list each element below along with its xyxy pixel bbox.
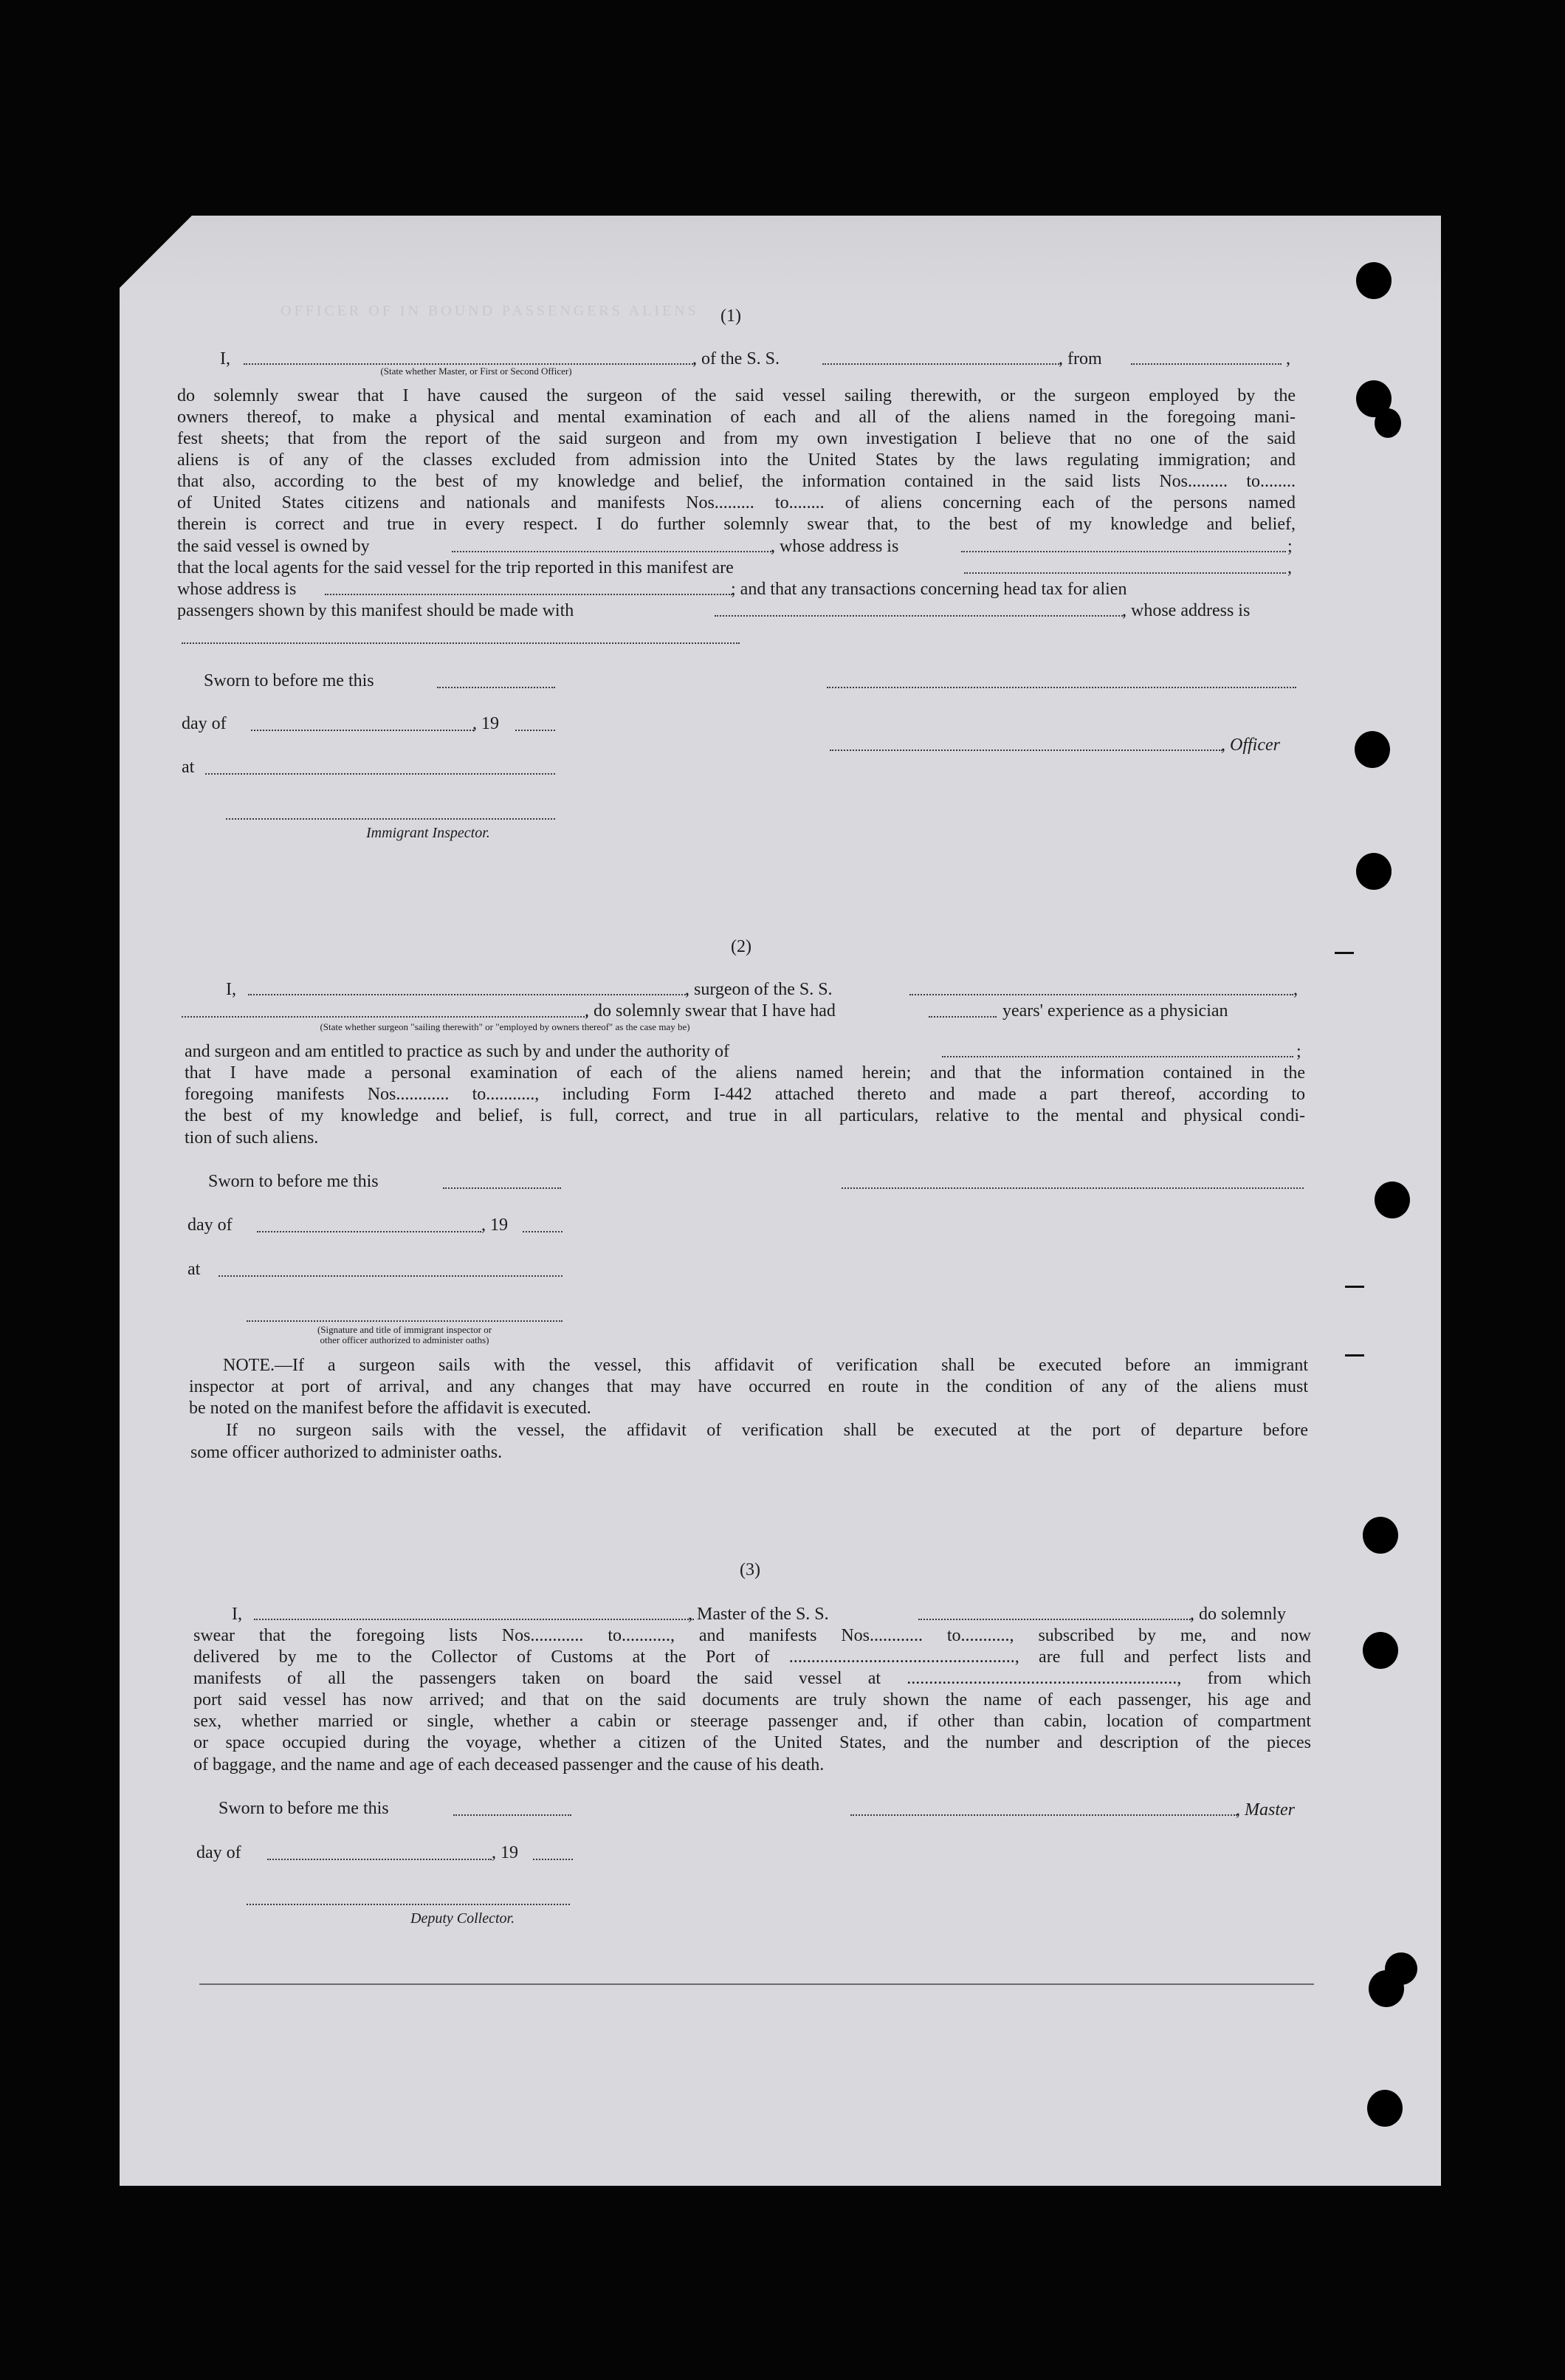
binder-hole (1363, 1517, 1398, 1554)
s2-status-field (182, 1016, 588, 1018)
s1-year: , 19 (472, 714, 499, 733)
s1-from-field (1131, 363, 1282, 365)
s3-day-field (267, 1859, 492, 1860)
s1-agents: that the local agents for the said vessel for the trip reported in this manifest are (177, 558, 734, 577)
s1-owner-field (452, 551, 774, 552)
s1-at: at (182, 758, 195, 777)
binder-hole (1385, 1952, 1417, 1985)
s3-collector: Deputy Collector. (410, 1910, 515, 1927)
s1-owned-end: ; (1287, 537, 1293, 556)
s1-para-1: owners thereof, to make a physical and mental examination of each and all of the aliens named in the foregoing mani- (177, 408, 1296, 427)
s2-name-field (248, 994, 688, 995)
s3-year-field (533, 1859, 573, 1860)
s1-inspector-signature (226, 818, 555, 820)
s2-last-line: tion of such aliens. (185, 1128, 319, 1148)
s1-para-5: of United States citizens and nationals and manifests Nos......... to........ of aliens concerning each of the persons named (177, 493, 1296, 512)
s2-authority-field (942, 1056, 1293, 1057)
s1-of-ss: , of the S. S. (692, 349, 780, 368)
s1-owned-by: the said vessel is owned by (177, 537, 370, 556)
binder-hole (1356, 262, 1392, 299)
margin-tick (1345, 1286, 1364, 1288)
s2-years: years' experience as a physician (1002, 1001, 1228, 1021)
binder-hole (1367, 2090, 1403, 2127)
s1-officer-title-field (830, 750, 1222, 751)
s3-collector-signature (247, 1904, 570, 1905)
section-1-number: (1) (720, 306, 741, 326)
s3-vessel-field (918, 1619, 1193, 1620)
bottom-rule (199, 1983, 1314, 1985)
s2-note-1: inspector at port of arrival, and any changes that may have occurred en route in the condition of any of the aliens must (189, 1377, 1308, 1396)
s2-at: at (188, 1260, 201, 1279)
binder-hole (1355, 731, 1390, 768)
s2-note2-line1: If no surgeon sails with the vessel, the affidavit of verification shall be executed at the port of departure before (226, 1421, 1308, 1440)
s3-end: , do solemnly (1190, 1605, 1286, 1624)
s3-day-of: day of (196, 1843, 241, 1862)
s2-years-field (929, 1016, 997, 1018)
binder-hole (1363, 1632, 1398, 1669)
s1-para-3: aliens is of any of the classes excluded from admission into the United States by the laws regulating immigration; and (177, 450, 1296, 470)
s1-inspector: Immigrant Inspector. (366, 825, 490, 841)
s2-at-field (219, 1275, 563, 1277)
binder-hole (1356, 853, 1392, 890)
s3-master-signature (850, 1814, 1237, 1816)
s2-line2: , do solemnly swear that I have had (585, 1001, 836, 1021)
s1-passengers: passengers shown by this manifest should be made with (177, 601, 574, 620)
binder-hole (1375, 1182, 1410, 1218)
s2-note: (State whether surgeon "sailing therewith" or "employed by owners thereof" as the case may be) (320, 1021, 690, 1032)
s2-para-1: foregoing manifests Nos............ to..........., including Form I-442 attached thereto and made a part thereof, according to (185, 1085, 1305, 1104)
s3-para-2: manifests of all the passengers taken on board the said vessel at ............................................................., from which (193, 1669, 1311, 1688)
s1-owned-whose: , whose address is (771, 537, 899, 556)
s1-i: I, (220, 349, 230, 368)
s1-agents-address-field (325, 594, 732, 595)
s3-para-5: or space occupied during the voyage, whether a citizen of the United States, and the number and description of the pieces (193, 1733, 1311, 1752)
s3-year: , 19 (492, 1843, 518, 1862)
s2-end: , (1293, 980, 1298, 999)
s2-note-last: be noted on the manifest before the affidavit is executed. (189, 1399, 591, 1418)
s1-owner-address-field (961, 551, 1286, 552)
section-3-number: (3) (740, 1560, 760, 1580)
s1-day-of: day of (182, 714, 227, 733)
s1-head-tax: ; and that any transactions concerning head tax for alien (731, 580, 1127, 599)
s1-day-field (251, 730, 474, 731)
s3-sworn: Sworn to before me this (219, 1799, 389, 1818)
s3-sworn-field (453, 1814, 571, 1816)
s1-whose-address: whose address is (177, 580, 297, 599)
s3-para-3: port said vessel has now arrived; and that on the said documents are truly shown the name of each passenger, his age and (193, 1690, 1311, 1709)
s3-i: I, (232, 1605, 242, 1624)
s1-head-tax-field (715, 615, 1125, 617)
s2-i: I, (226, 980, 236, 999)
s2-vessel-field (909, 994, 1293, 995)
s3-last-line: of baggage, and the name and age of each deceased passenger and the cause of his death. (193, 1755, 825, 1774)
s2-surgeon: , surgeon of the S. S. (685, 980, 833, 999)
s2-year-field (523, 1231, 563, 1232)
s1-agents-field (964, 572, 1286, 574)
s1-from: , from (1059, 349, 1102, 368)
s1-para-4: that also, according to the best of my knowledge and belief, the information contained in the said lists Nos......... to........ (177, 472, 1296, 491)
s2-para-0: that I have made a personal examination of each of the aliens named herein; and that the information contained in the (185, 1063, 1305, 1083)
s2-line3: and surgeon and am entitled to practice as such by and under the authority of (185, 1042, 729, 1061)
s2-line3-end: ; (1296, 1042, 1301, 1061)
s2-note-0: NOTE.—If a surgeon sails with the vessel, this affidavit of verification shall be executed before an immigrant (223, 1356, 1308, 1375)
section-2-number: (2) (731, 937, 751, 956)
s2-inspector-signature (247, 1320, 563, 1322)
s2-sworn-field (443, 1187, 561, 1189)
s1-note: (State whether Master, or First or Second Officer) (380, 366, 572, 377)
s2-surgeon-signature (842, 1187, 1304, 1189)
bleed-through: OFFICER OF IN BOUND PASSENGERS ALIENS (281, 303, 699, 319)
s3-master-label: , Master (1236, 1800, 1295, 1820)
s1-year-field (515, 730, 555, 731)
s2-sworn: Sworn to before me this (208, 1172, 379, 1191)
s1-at-field (205, 773, 555, 775)
s3-master: , Master of the S. S. (688, 1605, 829, 1624)
s2-sig-note-2: other officer authorized to administer oaths) (320, 1334, 489, 1345)
s1-para-0: do solemnly swear that I have caused the surgeon of the said vessel sailing therewith, or the surgeon employed by the (177, 386, 1296, 405)
s3-para-4: sex, whether married or single, whether a cabin or steerage passenger and, if other than cabin, location of compartment (193, 1712, 1311, 1731)
s2-sig-note-1: (Signature and title of immigrant inspector or (317, 1324, 492, 1335)
s2-note2-line2: some officer authorized to administer oaths. (190, 1443, 503, 1462)
margin-tick (1335, 952, 1354, 954)
s1-sworn-field (437, 687, 555, 688)
s3-para-1: delivered by me to the Collector of Customs at the Port of ..................................................., are full and perfect lists and (193, 1647, 1311, 1667)
s1-para-6: therein is correct and true in every respect. I do further solemnly swear that, to the best of my knowledge and belief, (177, 515, 1296, 534)
s1-officer: , Officer (1221, 735, 1280, 755)
s3-para-0: swear that the foregoing lists Nos............ to..........., and manifests Nos............ to..........., subscribed by me, and now (193, 1626, 1311, 1645)
s1-sworn: Sworn to before me this (204, 671, 374, 690)
s2-para-2: the best of my knowledge and belief, is full, correct, and true in all particulars, relative to the mental and physical condi- (185, 1106, 1305, 1125)
s1-passengers-end: , whose address is (1122, 601, 1251, 620)
s2-day-field (257, 1231, 481, 1232)
s2-day-of: day of (188, 1215, 233, 1235)
margin-tick (1345, 1354, 1364, 1357)
s1-agents-end: , (1287, 558, 1292, 577)
s1-head-tax-address-field (182, 642, 740, 644)
s3-name-field (254, 1619, 694, 1620)
s1-para-2: fest sheets; that from the report of the said surgeon and from my own investigation I believe that no one of the said (177, 429, 1296, 448)
s1-officer-signature (827, 687, 1296, 688)
s1-end: , (1286, 349, 1290, 368)
s1-vessel-field (822, 363, 1062, 365)
binder-hole (1375, 408, 1401, 438)
s2-year: , 19 (481, 1215, 508, 1235)
s1-name-field (244, 363, 695, 365)
